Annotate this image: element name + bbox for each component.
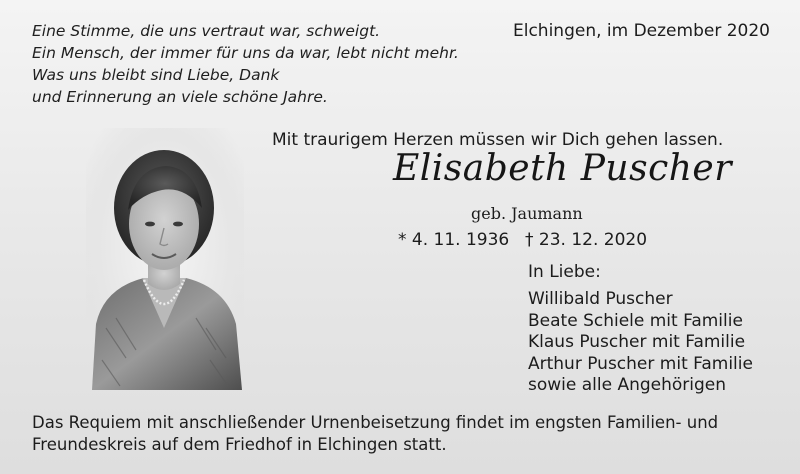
- deceased-name: Elisabeth Puscher: [393, 148, 732, 189]
- birth-date: * 4. 11. 1936: [398, 230, 510, 250]
- mourner-item: Arthur Puscher mit Familie: [528, 353, 753, 374]
- poem-line: und Erinnerung an viele schöne Jahre.: [32, 88, 328, 106]
- memorial-poem: [32, 20, 459, 108]
- requiem-line: Das Requiem mit anschließender Urnenbeisetzung findet im engsten Familien- und: [32, 413, 719, 432]
- death-date: † 23. 12. 2020: [525, 230, 648, 250]
- poem-line: Ein Mensch, der immer für uns da war, lebt nicht mehr.: [32, 44, 459, 62]
- portrait-photo: [86, 128, 244, 390]
- requiem-line: Freundeskreis auf dem Friedhof in Elchingen statt.: [32, 435, 447, 454]
- mourner-item: Klaus Puscher mit Familie: [528, 332, 746, 352]
- poem-line: Eine Stimme, die uns vertraut war, schweigt.: [32, 22, 381, 40]
- mourner-item: Willibald Puscher: [528, 289, 673, 309]
- requiem-notice: [32, 412, 772, 456]
- poem-line: Was uns bleibt sind Liebe, Dank: [32, 66, 280, 84]
- mourner-item: Beate Schiele mit Familie: [528, 310, 743, 331]
- mourners-heading: In Liebe:: [528, 262, 601, 282]
- mourners-list: [528, 289, 753, 397]
- birth-name: geb. Jaumann: [471, 204, 583, 223]
- place-and-date: Elchingen, im Dezember 2020: [512, 21, 770, 41]
- mourner-item: sowie alle Angehörigen: [528, 375, 727, 395]
- intro-line: Mit traurigem Herzen müssen wir Dich gehen lassen.: [272, 130, 724, 150]
